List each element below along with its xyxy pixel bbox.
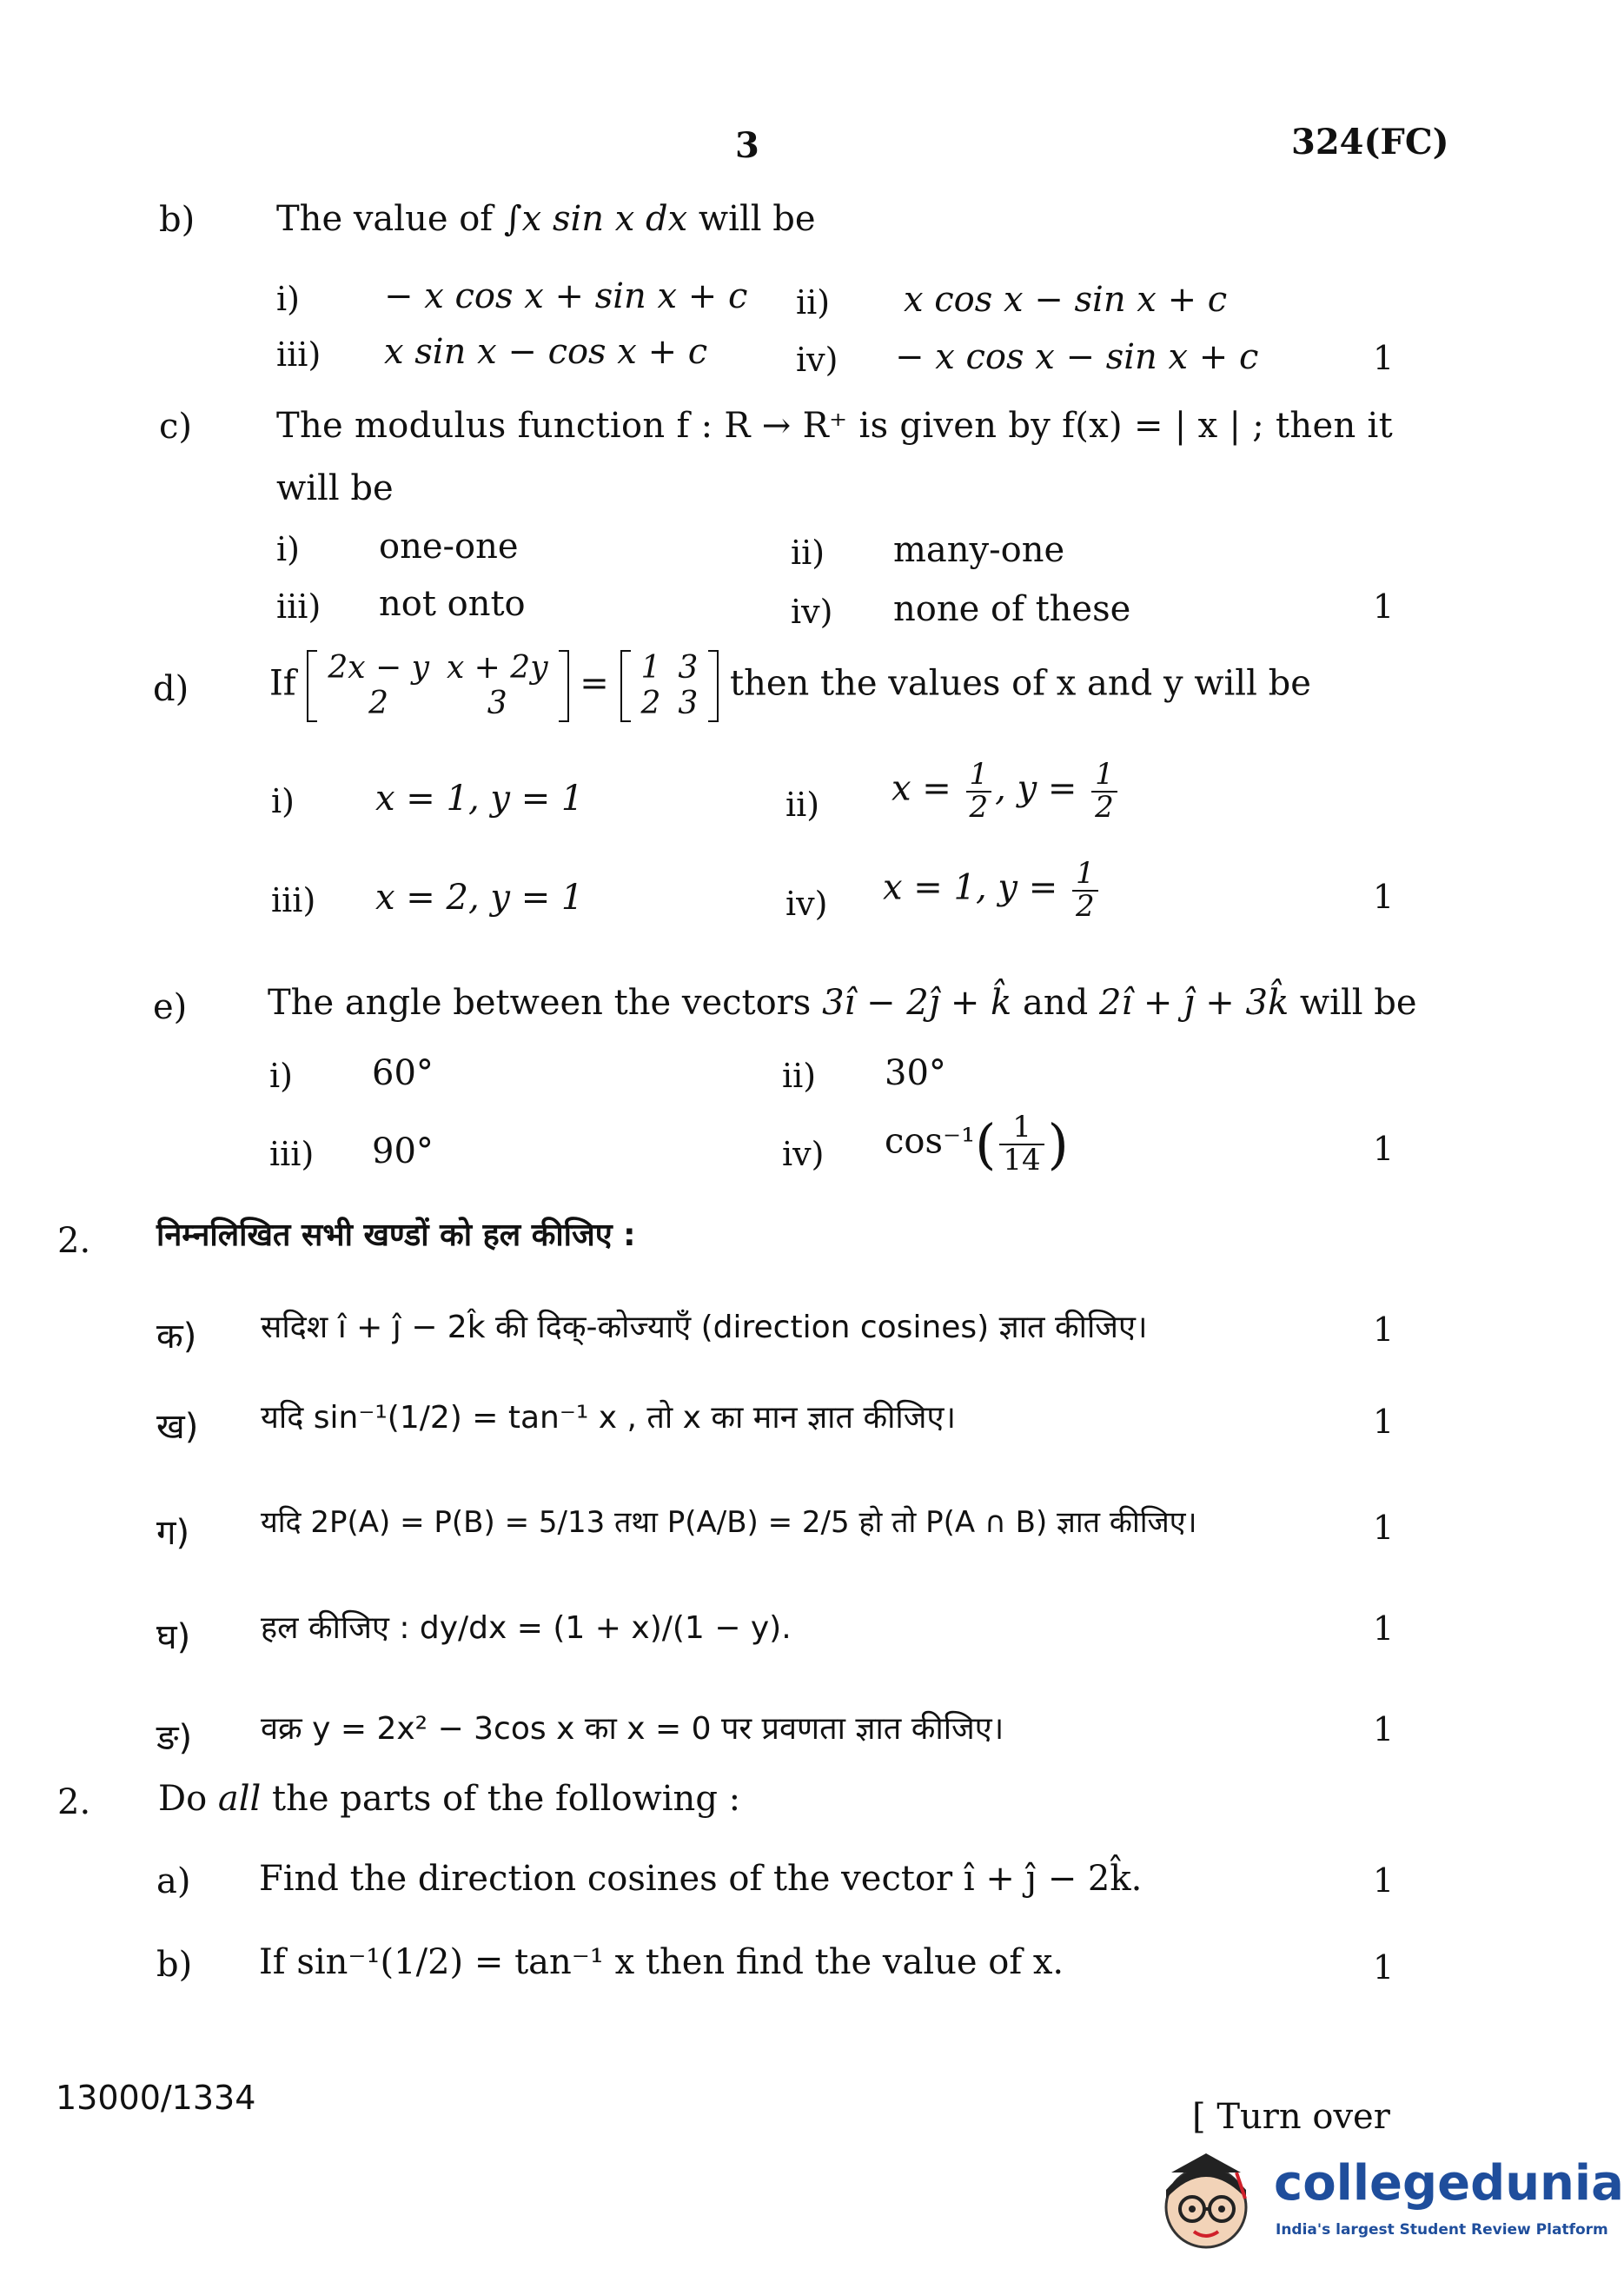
option-text: 60° — [372, 1053, 434, 1093]
option-no: iv) — [782, 1135, 825, 1173]
option-text: x = 1, y = 1 — [375, 779, 584, 819]
hindi-part-label: ङ) — [156, 1718, 193, 1758]
hindi-part-text: यदि sin⁻¹(1/2) = tan⁻¹ x , तो x का मान ज्ञात कीजिए। — [261, 1400, 957, 1436]
option-text: x sin x − cos x + c — [384, 332, 708, 372]
page-number: 3 — [735, 125, 759, 166]
option-no: iii) — [276, 335, 321, 374]
question-c-label: c) — [159, 407, 193, 447]
option-no: ii) — [785, 786, 820, 824]
question-2-number: 2. — [57, 1221, 91, 1261]
footer-code: 13000/1334 — [56, 2079, 256, 2117]
option-no: i) — [276, 530, 300, 568]
option-d-ii: x = $\frac{1}{2}$ , y = $\frac{1}{2}$ — [892, 760, 1121, 823]
marks: 1 — [1373, 878, 1395, 916]
hindi-part-text: वक्र y = 2x² − 3cos x का x = 0 पर प्रवणता ज्ञात कीजिए। — [261, 1711, 1004, 1747]
turn-over: [ Turn over — [1192, 2097, 1390, 2137]
brand-tagline: India's largest Student Review Platform — [1276, 2221, 1608, 2239]
marks: 1 — [1373, 1609, 1395, 1648]
option-text: many-one — [893, 530, 1065, 570]
english-part-label: b) — [156, 1945, 193, 1985]
collegedunia-watermark — [1145, 2138, 1624, 2259]
marks: 1 — [1373, 1130, 1395, 1168]
option-no: i) — [271, 782, 295, 820]
option-no: iv) — [791, 593, 833, 631]
hindi-part-label: ग) — [156, 1513, 190, 1553]
option-no: iii) — [269, 1135, 315, 1173]
hindi-part-text: यदि 2P(A) = P(B) = 5/13 तथा P(A/B) = 2/5 हो तो P(A ∩ B) ज्ञात कीजिए। — [261, 1505, 1197, 1540]
marks: 1 — [1373, 1710, 1395, 1748]
question-d-text: If 2x − y x + 2y 2 3 = 1 3 2 3 then the values of x and y will be — [269, 650, 1311, 722]
option-no: i) — [269, 1057, 293, 1095]
option-no: iii) — [276, 587, 321, 626]
hindi-part-text: हल कीजिए : dy/dx = (1 + x)/(1 − y). — [261, 1610, 792, 1646]
option-text: not onto — [379, 584, 526, 624]
question-2-number-en: 2. — [57, 1782, 91, 1822]
question-b-label: b) — [159, 200, 196, 240]
question-d-label: d) — [153, 669, 189, 709]
hindi-part-label: घ) — [156, 1617, 191, 1657]
marks: 1 — [1373, 339, 1395, 377]
hindi-part-label: क) — [156, 1317, 197, 1357]
question-2-heading-english: Do all the parts of the following : — [158, 1779, 741, 1819]
matrix-right: 1 3 2 3 — [620, 650, 719, 722]
option-text: − x cos x − sin x + c — [895, 337, 1259, 377]
option-no: ii) — [782, 1057, 817, 1095]
option-d-iv: x = 1, y = $\frac{1}{2}$ — [883, 859, 1102, 922]
option-no: iv) — [796, 341, 839, 379]
question-e-text: The angle between the vectors 3î − 2ĵ + k̂ and 2î + ĵ + 3k̂ will be — [268, 983, 1417, 1023]
question-c-text: The modulus function f : R → R⁺ is given by f(x) = | x | ; then it — [276, 406, 1393, 446]
marks: 1 — [1373, 1509, 1395, 1547]
option-text: none of these — [893, 589, 1131, 629]
marks: 1 — [1373, 587, 1395, 626]
option-no: iii) — [271, 881, 316, 919]
question-e-label: e) — [153, 987, 188, 1027]
brand-name: collegedunia — [1274, 2155, 1624, 2212]
question-2-heading-hindi: निम्नलिखित सभी खण्डों को हल कीजिए : — [156, 1217, 636, 1253]
question-b-text: The value of ∫x sin x dx will be — [276, 199, 816, 239]
mascot-icon — [1145, 2138, 1267, 2259]
option-no: ii) — [796, 283, 831, 322]
english-part-text: Find the direction cosines of the vector î + ĵ − 2k̂. — [259, 1859, 1143, 1899]
marks: 1 — [1373, 1948, 1395, 1987]
matrix-left: 2x − y x + 2y 2 3 — [307, 650, 568, 722]
option-text: x = 2, y = 1 — [375, 878, 584, 918]
marks: 1 — [1373, 1310, 1395, 1349]
english-part-text: If sin⁻¹(1/2) = tan⁻¹ x then find the value of x. — [259, 1942, 1064, 1982]
marks: 1 — [1373, 1861, 1395, 1900]
option-no: ii) — [791, 534, 825, 572]
hindi-part-label: ख) — [156, 1407, 199, 1447]
hindi-part-text: सदिश î + ĵ − 2k̂ की दिक्-कोज्याएँ (direction cosines) ज्ञात कीजिए। — [261, 1310, 1148, 1345]
english-part-label: a) — [156, 1861, 191, 1901]
paper-code: 324(FC) — [1291, 122, 1449, 163]
marks: 1 — [1373, 1403, 1395, 1441]
option-text: 90° — [372, 1131, 434, 1171]
option-e-iv: cos⁻¹( $\frac{1}{14}$ ) — [885, 1110, 1069, 1177]
question-c-text-2: will be — [276, 468, 394, 508]
option-text: − x cos x + sin x + c — [384, 276, 748, 316]
option-text: one-one — [379, 527, 519, 567]
option-text: 30° — [885, 1053, 946, 1093]
option-no: iv) — [785, 885, 828, 923]
option-no: i) — [276, 280, 300, 318]
option-text: x cos x − sin x + c — [904, 280, 1228, 320]
